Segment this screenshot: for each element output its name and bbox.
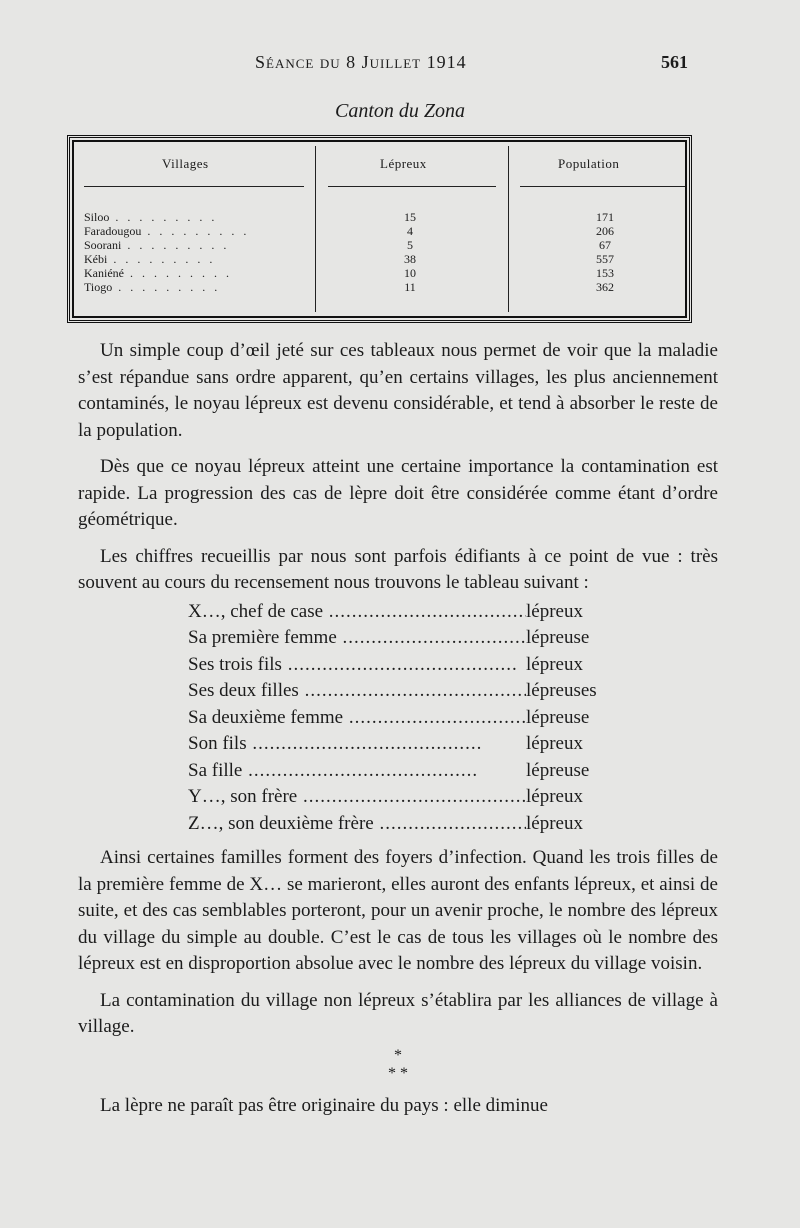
table-cell-lepreux: 5 — [407, 238, 413, 252]
village-table — [67, 135, 692, 323]
column-divider — [508, 146, 509, 312]
list-item — [188, 599, 718, 626]
table-cell-population: 153 — [596, 266, 614, 280]
column-divider — [315, 146, 316, 312]
list-item — [188, 678, 718, 705]
header-rule — [328, 186, 496, 187]
column-header-lepreux: Lépreux — [380, 156, 427, 171]
paragraph: Dès que ce noyau lépreux atteint une certaine importance la contamination est rapide. La progression des cas de lèpre doit être considérée comme étant d’ordre géométrique. — [78, 456, 718, 530]
family-member: X…, chef de case ..... — [188, 599, 526, 626]
list-item — [188, 784, 718, 811]
list-item — [188, 625, 718, 652]
asterisk-top: * — [394, 1046, 402, 1064]
table-cell-lepreux: 4 — [407, 224, 413, 238]
family-member: Sa fille ..... — [188, 758, 526, 785]
asterisk-bottom: * * — [388, 1064, 408, 1082]
population-column — [575, 210, 635, 294]
table-cell-population: 557 — [596, 252, 614, 266]
family-status: lépreux — [526, 812, 583, 834]
header-rule — [84, 186, 304, 187]
section-separator — [78, 1047, 718, 1083]
table-cell-village: Siloo . . . — [84, 210, 312, 224]
table-cell-population: 362 — [596, 280, 614, 294]
table-cell-village: Kébi . . . — [84, 252, 312, 266]
table-cell-lepreux: 11 — [404, 280, 416, 294]
page-number: 561 — [661, 52, 688, 72]
table-cell-lepreux: 38 — [404, 252, 416, 266]
paragraph: Ainsi certaines familles forment des foyers d’infection. Quand les trois filles de la première femme de X… se marieront, elles auront des enfants lépreux, et ainsi de suite, et des cas semblables porteront, pour un avenir proche, le nombre des lépreux du village du simple au double. C’est le cas de tous les villages où le nombre des lépreux est en disproportion absolue avec le nombre des lépreux du village voisin. — [78, 847, 718, 974]
table-cell-lepreux: 10 — [404, 266, 416, 280]
list-item — [188, 758, 718, 785]
family-status: lépreuses — [526, 680, 597, 701]
body-text — [78, 338, 718, 1129]
family-member: Y…, son frère ..... — [188, 784, 526, 811]
table-caption: Canton du Zona — [334, 100, 466, 122]
family-status: lépreux — [526, 733, 583, 754]
list-item — [188, 705, 718, 732]
table-cell-lepreux: 15 — [404, 210, 416, 224]
column-header-population: Population — [558, 156, 620, 171]
table-cell-village: Faradougou . . . — [84, 224, 312, 238]
paragraph: La lèpre ne paraît pas être originaire du pays : elle diminue — [100, 1094, 548, 1116]
table-cell-village: Tiogo . . . — [84, 280, 312, 294]
paragraph: Les chiffres recueillis par nous sont parfois édifiants à ce point de vue : très souvent au cours du recensement nous trouvons le tableau suivant : — [78, 545, 718, 593]
family-member: Sa deuxième femme ..... — [188, 705, 526, 732]
list-item — [188, 811, 718, 838]
family-member: Sa première femme ..... — [188, 625, 526, 652]
running-header — [0, 52, 800, 82]
family-list — [188, 599, 718, 838]
family-status: lépreux — [526, 653, 583, 675]
family-status: lépreuse — [526, 627, 590, 648]
paragraph: Un simple coup d’œil jeté sur ces tableaux nous permet de voir que la maladie s’est répandue sans ordre apparent, qu’en certains villages, les plus anciennement contaminés, le noyau lépreux est devenu considérable, et tend à absorber le reste de la population. — [78, 340, 718, 441]
table-cell-population: 206 — [596, 224, 614, 238]
family-member: Z…, son deuxième frère ..... — [188, 811, 526, 838]
family-member: Ses trois fils ..... — [188, 652, 526, 679]
table-cell-population: 67 — [599, 238, 611, 252]
list-item — [188, 652, 718, 679]
running-title: Séance du 8 Juillet 1914 — [255, 52, 467, 72]
column-header-villages: Villages — [162, 156, 209, 171]
header-rule — [520, 186, 685, 187]
paragraph: La contamination du village non lépreux s’établira par les alliances de village à village. — [78, 989, 718, 1037]
villages-column — [84, 210, 312, 294]
list-item — [188, 731, 718, 758]
table-cell-population: 171 — [596, 210, 614, 224]
family-member: Ses deux filles ..... — [188, 678, 526, 705]
family-member: Son fils ..... — [188, 731, 526, 758]
family-status: lépreuse — [526, 706, 590, 728]
family-status: lépreuse — [526, 759, 590, 781]
family-status: lépreux — [526, 786, 583, 807]
family-status: lépreux — [526, 600, 583, 622]
table-cell-village: Soorani . . . — [84, 238, 312, 252]
lepreux-column — [380, 210, 440, 294]
table-cell-village: Kaniéné . . . — [84, 266, 312, 280]
